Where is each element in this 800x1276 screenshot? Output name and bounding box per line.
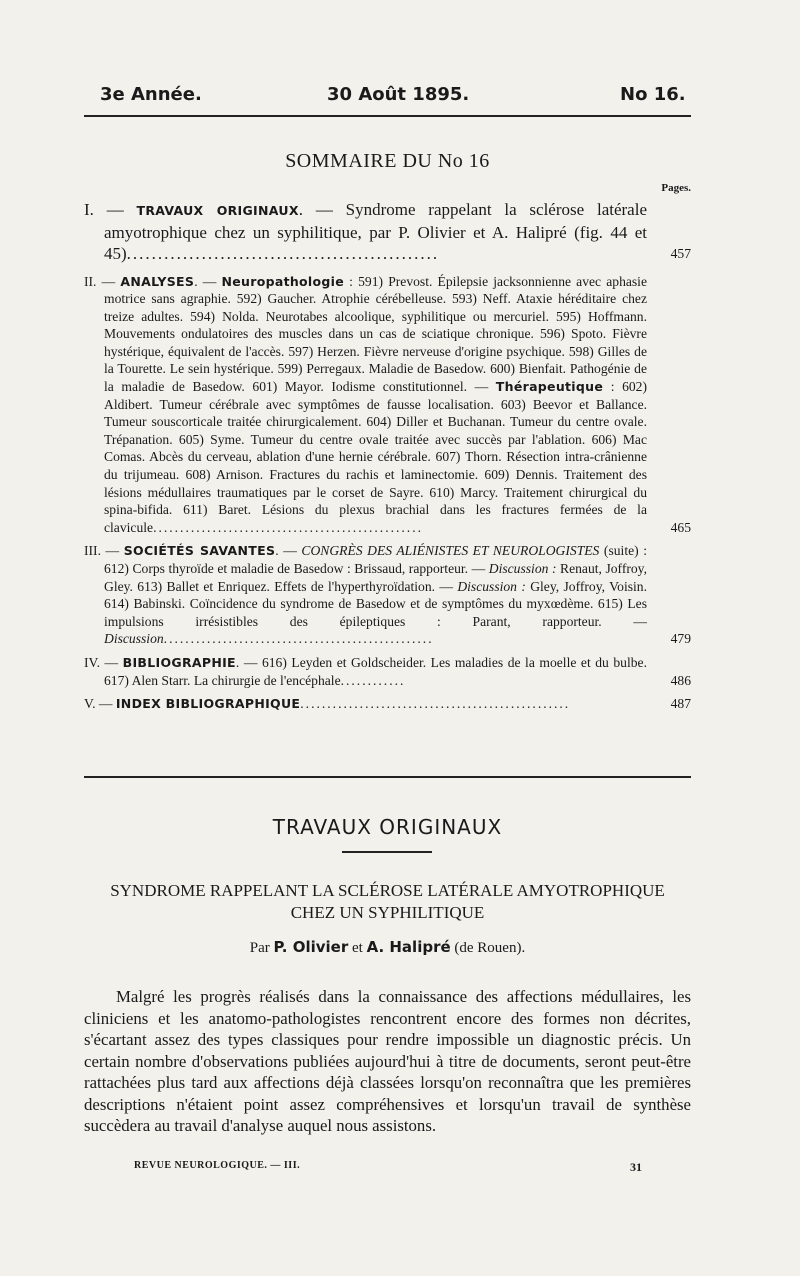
toc-page-number: 487 [670, 696, 691, 712]
toc-entry-number: V. — [84, 696, 116, 712]
toc-entry-number: II. — [84, 273, 121, 289]
discussion-label: Discussion : [457, 578, 526, 594]
article-title [84, 880, 691, 924]
leader-dots: .................................................. [126, 244, 440, 263]
toc-page-number: 465 [670, 519, 691, 535]
table-of-contents [84, 199, 691, 713]
toc-entry-heading: ANALYSES [120, 273, 195, 289]
toc-page-number: 486 [670, 672, 691, 688]
author-1: P. Olivier [273, 938, 349, 956]
toc-entry-4[interactable] [84, 654, 691, 689]
toc-entry-5[interactable] [84, 695, 691, 713]
toc-entry-text: . — 616) Leyden et Goldscheider. Les maladies de la moelle et du bulbe. 617) Alen Starr. La chirurgie de l'encéphale [104, 654, 647, 688]
toc-entry-heading: TRAVAUX ORIGINAUX [136, 203, 299, 218]
discussion-label: Discussion : [488, 561, 557, 576]
pages-label: Pages. [661, 182, 691, 194]
toc-entry-2[interactable] [84, 273, 691, 537]
toc-subheading: Thérapeutique [495, 379, 604, 395]
leader-dots: .................................................. [153, 519, 423, 535]
article-body: Malgré les progrès réalisés dans la connaissance des affections médullaires, les cliniciens et les anatomo-pathologistes rencontrent encore des formes non décrites, s'écartant assez des types classiques pour rendre impossible un diagnostic précis. Un certain nombre d'observations publiées aujourd'hui à titre de documents, seront peut-être rattachées plus tard aux affections déjà classées lorsqu'on reconnaîtra que les premières descriptions n'étaient point assez compréhensives et lorsqu'un travail de synthèse succèdera au travail d'analyse auquel nous assistons. [84, 987, 691, 1135]
discussion-label: Discussion [104, 631, 164, 647]
toc-entry-number: I. — [84, 200, 137, 219]
author-2: A. Halipré [366, 938, 451, 956]
toc-entry-heading: INDEX BIBLIOGRAPHIQUE [115, 696, 301, 712]
section-rule [342, 851, 432, 853]
leader-dots: ............ [340, 672, 406, 688]
toc-entry-heading: BIBLIOGRAPHIE [122, 654, 236, 670]
toc-page-number: 479 [670, 631, 691, 647]
toc-bottom-rule [84, 776, 691, 778]
byline-prefix: Par [249, 940, 274, 956]
article-title-line-1: SYNDROME RAPPELANT LA SCLÉROSE LATÉRALE AMYOTROPHIQUE [110, 881, 665, 900]
leader-dots: .................................................. [163, 631, 434, 647]
byline [84, 938, 691, 957]
toc-subheading: Neuropathologie [221, 273, 345, 289]
congress-title: CONGRÈS DES ALIÉNISTES ET NEUROLOGISTES [301, 543, 600, 559]
separator: . — [194, 273, 222, 289]
header-year: 3e Année. [100, 84, 202, 105]
separator: . — [275, 543, 302, 559]
article-title-line-2: CHEZ UN SYPHILITIQUE [290, 903, 485, 922]
toc-entry-text: . — Syndrome rappelant la sclérose latérale amyotrophique chez un syphilitique, par P. Olivier et A. Halipré (fig. 44 et 45) [104, 200, 647, 263]
sommaire-title: SOMMAIRE DU No 16 [285, 150, 490, 172]
header-rule [84, 115, 691, 117]
byline-place: (de Rouen). [450, 940, 526, 956]
byline-and: et [348, 940, 367, 956]
footer-page-number: 31 [630, 1160, 642, 1174]
header-issue: No 16. [620, 84, 686, 105]
footer-journal: REVUE NEUROLOGIQUE. — III. [134, 1160, 301, 1171]
toc-entry-text: Gley, Joffroy, Voisin. 614) Babinski. Coïncidence du syndrome de Basedow et de symptômes du myxœdème. 615) Les impulsions irrésistibles des épileptiques : Parant, rapporteur. — [104, 578, 648, 629]
toc-entry-heading: SOCIÉTÉS SAVANTES [123, 543, 276, 559]
toc-page-number: 457 [670, 246, 691, 261]
toc-entry-text: : 602) Aldibert. Tumeur cérébrale avec symptômes de fausse localisation. 603) Beevor et Ballance. Tumeur souscorticale traitée chirurgicalement. 604) Diller et Buchanan. Tumeur du centre ovale. Trépanation. 605) Syme. Tumeur du centre ovale traitée avec succès par l'ablation. 606) Mac Comas. Abcès du cerveau, ablation d'une hernie cérébrale. 607) Thorn. Résection intra-crânienne du trijumeau. 608) Arnison. Fractures du rachis et laminectomie. 609) Dennis. Traitement des lésions médullaires traumatiques par le corset de Sayre. 610) Marcy. Traitement chirurgical du spina-bifida. 611) Baret. Lésions du plexus brachial dans les fractures fermées de la clavicule [104, 379, 647, 535]
section-title: TRAVAUX ORIGINAUX [272, 815, 503, 839]
toc-entry-text: Renaut, Joffroy, Gley. 613) Ballet et Enriquez. Effets de l'hyperthyroïdation. — [104, 561, 647, 594]
header-date: 30 Août 1895. [327, 84, 470, 105]
toc-entry-text: (suite) : 612) Corps thyroïde et maladie de Basedow : Brissaud, rapporteur. — [104, 543, 647, 576]
toc-entry-number: III. — [84, 543, 124, 559]
toc-entry-3[interactable] [84, 542, 691, 648]
leader-dots: .................................................. [300, 696, 571, 712]
toc-entry-text: : 591) Prevost. Épilepsie jacksonnienne avec aphasie motrice sans agraphie. 592) Gaucher. Atrophie cérébelleuse. 593) Neff. Ataxie héréditaire chez treize adultes. 594) Nolda. Neurotabes alcoolique, syphilitique ou mercuriel. 595) Hoffmann. Mouvements ondulatoires des muscles dans un cas de sciatique chronique. 596) Spoto. Fièvre hystérique, équivalent de l'accès. 597) Herzen. Fièvre nerveuse d'origine psychique. 598) Gilles de la Tourette. Le sein hystérique. 599) Perregaux. Maladie de Basedow. 600) Bienfait. Pathogénie de la maladie de Basedow. 601) Mayor. Iodisme constitutionnel. — [104, 273, 647, 395]
toc-entry-number: IV. — [84, 654, 123, 670]
toc-entry-1[interactable] [84, 199, 691, 265]
